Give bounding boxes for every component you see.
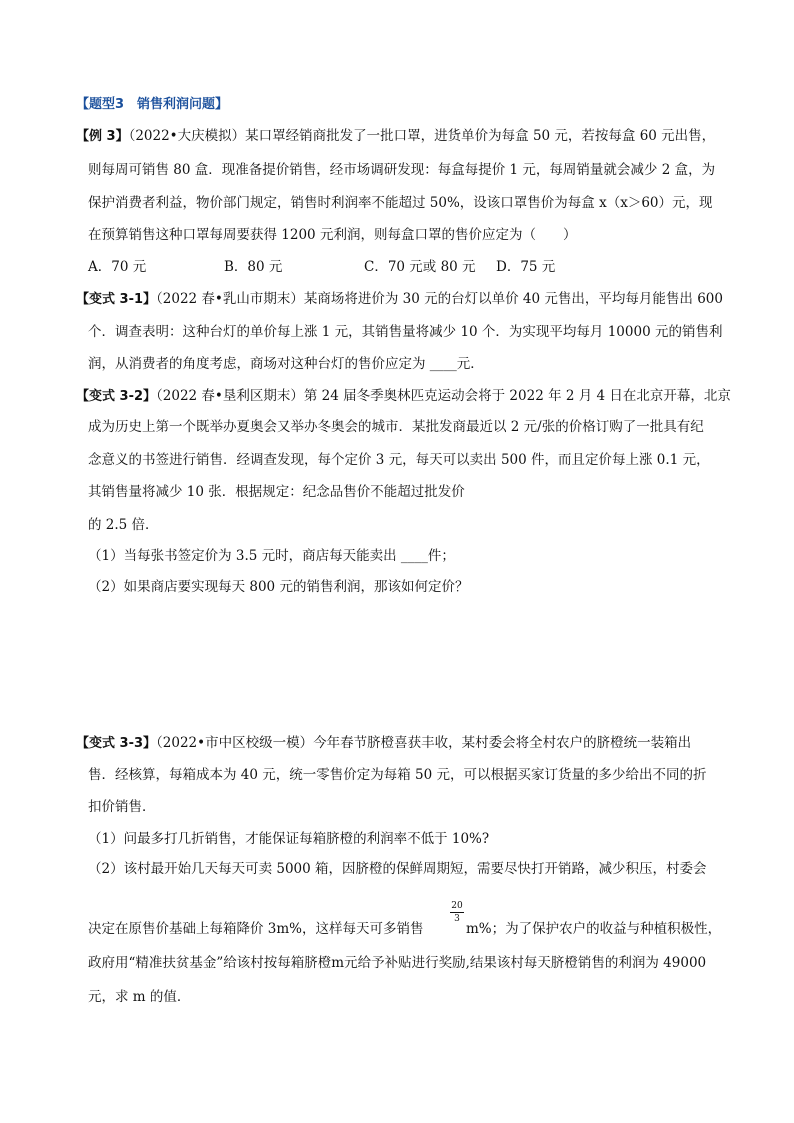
variant-3-2-line-3: 念意义的书签进行销售．经调查发现，每个定价 3 元，每天可以卖出 500 件，而且定价每上涨 0.1 元， xyxy=(88,452,710,468)
option-a: A．70 元 xyxy=(88,259,147,275)
variant-3-3-question-2: （2）该村最开始几天每天可卖 5000 箱，因脐橙的保鲜周期短，需要尽快打开销路，减少积压，村委会 xyxy=(88,861,707,877)
example-3-label: 【例 3】 xyxy=(76,129,129,144)
variant-3-1-line-1: 【变式 3-1】（2022 春•乳山市期末）某商场将进价为 30 元的台灯以单价 40 元售出，平均每月能售出 600 xyxy=(76,291,723,307)
fraction-numerator: 20 xyxy=(451,901,463,911)
variant-3-2-line-4: 其销售量将减少 10 张．根据规定：纪念品售价不能超过批发价 xyxy=(88,484,465,500)
variant-3-3-question-1: （1）问最多打几折销售，才能保证每箱脐橙的利润率不低于 10%? xyxy=(88,831,490,847)
variant-3-3-label: 【变式 3-3】 xyxy=(76,736,157,751)
variant-3-2-question-2: （2）如果商店要实现每天 800 元的销售利润，那该如何定价？ xyxy=(88,579,469,595)
fraction-denominator: 3 xyxy=(454,914,460,924)
variant-3-2-line-5: 的 2.5 倍． xyxy=(88,517,159,533)
variant-3-1-line-3: 润，从消费者的角度考虑，商场对这种台灯的售价应定为 ____元． xyxy=(88,356,484,372)
variant-3-3-line-1: 【变式 3-3】（2022•市中区校级一模）今年春节脐橙喜获丰收，某村委会将全村农户的脐橙统一装箱出 xyxy=(76,735,692,751)
fraction-bar xyxy=(450,912,464,913)
option-d: D．75 元 xyxy=(496,259,556,275)
option-b: B．80 元 xyxy=(224,259,283,275)
example-3-line-3: 保护消费者利益，物价部门规定，销售时利润率不能超过 50%，设该口罩售价为每盒 x（x＞60）元，现 xyxy=(88,195,713,211)
variant-3-3-line-4b: m%；为了保护农户的收益与种植积极性， xyxy=(466,921,722,937)
variant-3-3-line-2: 售．经核算，每箱成本为 40 元，统一零售价定为每箱 50 元，可以根据买家订货量的多少给出不同的折 xyxy=(88,767,707,783)
variant-3-3-line-5: 政府用“精准扶贫基金”给该村按每箱脐橙m元给予补贴进行奖励,结果该村每天脐橙销售的利润为 49000 xyxy=(88,955,707,971)
example-3-line-1: 【例 3】（2022•大庆模拟）某口罩经销商批发了一批口罩，进货单价为每盒 50 元，若按每盒 60 元出售， xyxy=(76,128,716,144)
variant-3-2-line-2: 成为历史上第一个既举办夏奥会又举办冬奥会的城市．某批发商最近以 2 元/张的价格订购了一批具有纪 xyxy=(88,419,704,435)
variant-3-1-label: 【变式 3-1】 xyxy=(76,292,157,307)
example-3-line-2: 则每周可销售 80 盒．现准备提价销售，经市场调研发现：每盒每提价 1 元，每周销量就会减少 2 盒，为 xyxy=(88,162,716,178)
section-title: 【题型3 销售利润问题】 xyxy=(76,97,229,112)
variant-3-1-line-2: 个．调查表明：这种台灯的单价每上涨 1 元，其销售量将减少 10 个．为实现平均每月 10000 元的销售利 xyxy=(88,324,723,340)
fraction-twenty-thirds xyxy=(450,901,464,924)
variant-3-3-line-3: 扣价销售． xyxy=(88,799,156,815)
example-3-line-4: 在预算销售这种口罩每周要获得 1200 元利润，则每盒口罩的售价应定为（ ） xyxy=(88,227,577,243)
variant-3-3-line-4a: 决定在原售价基础上每箱降价 3m%，这样每天可多销售 xyxy=(88,921,424,937)
variant-3-2-question-1: （1）当每张书签定价为 3.5 元时，商店每天能卖出 ____件； xyxy=(88,548,455,564)
option-c: C．70 元或 80 元 xyxy=(364,259,476,275)
variant-3-2-line-1: 【变式 3-2】（2022 春•垦利区期末）第 24 届冬季奥林匹克运动会将于 2022 年 2 月 4 日在北京开幕，北京 xyxy=(76,388,731,404)
variant-3-3-line-6: 元，求 m 的值． xyxy=(88,989,191,1005)
variant-3-2-label: 【变式 3-2】 xyxy=(76,389,157,404)
